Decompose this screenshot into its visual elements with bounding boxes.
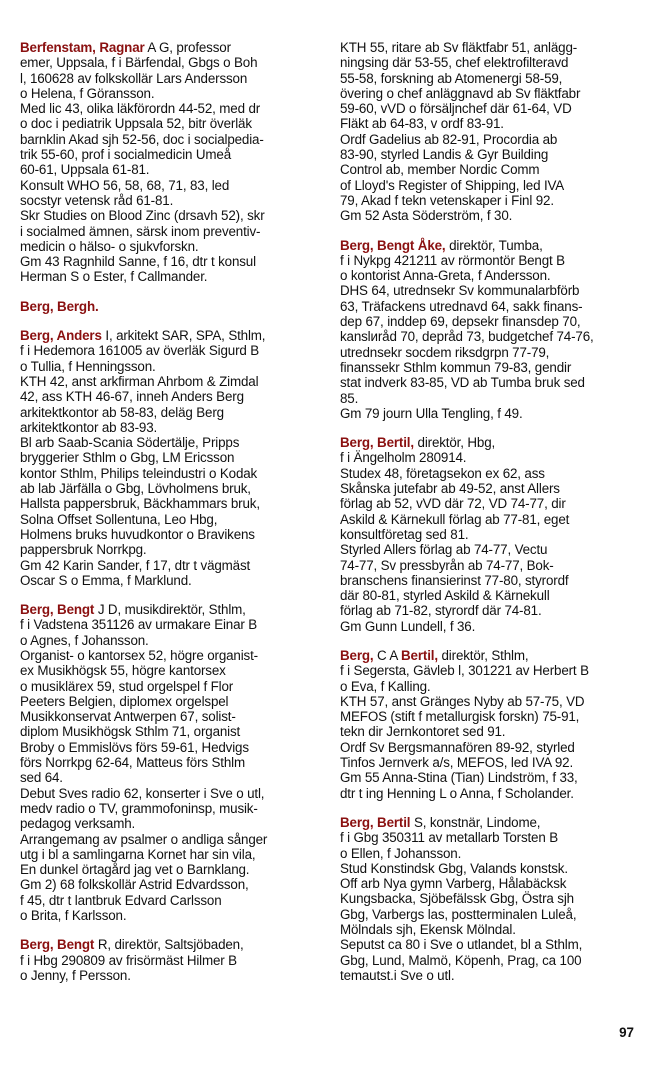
entry-line bbox=[340, 830, 645, 845]
entry-line bbox=[20, 542, 325, 557]
entry-text: Gm Gunn Lundell, f 36. bbox=[340, 618, 476, 634]
entry-text: o Helena, f Göransson. bbox=[20, 85, 155, 101]
entry-line bbox=[20, 877, 325, 892]
entry-line bbox=[20, 224, 325, 239]
entry-line bbox=[340, 375, 645, 390]
entry-line bbox=[20, 893, 325, 908]
entry-text: Seputst ca 80 i Sve o utlandet, bl a Sthlm, bbox=[340, 937, 583, 953]
entry-text: Organist- o kantorsex 52, högre organist- bbox=[20, 647, 258, 663]
entry-line bbox=[340, 922, 645, 937]
entry-line bbox=[20, 709, 325, 724]
entry-text: arkitektkontor ab 58-83, deläg Berg bbox=[20, 404, 224, 420]
entry-text: Konsult WHO 56, 58, 68, 71, 83, led bbox=[20, 177, 230, 193]
entry-text: Gm 42 Karin Sander, f 17, dtr t vägmäst bbox=[20, 557, 251, 573]
entry-line bbox=[20, 71, 325, 86]
entry-text: barnklin Akad sjh 52-56, doc i socialpedia- bbox=[20, 131, 264, 147]
entry-text: utrednsekr socdem riksdgrpn 77-79, bbox=[340, 344, 550, 360]
entry-text: ex Musikhögsk 55, högre kantorsex bbox=[20, 663, 226, 679]
entry-text: f i Gbg 350311 av metallarb Torsten B bbox=[340, 830, 559, 846]
entry-text: Ordf Sv Bergsmannafören 89-92, styrled bbox=[340, 739, 575, 755]
entry-text: 74-77, Sv pressbyrån ab 74-77, Bok- bbox=[340, 557, 554, 573]
entry-text: f i Hbg 290809 av frisörmäst Hilmer B bbox=[20, 952, 237, 968]
entry-line bbox=[20, 299, 325, 314]
entry-text: Debut Sves radio 62, konserter i Sve o utl, bbox=[20, 785, 265, 801]
entry-text: Off arb Nya gymn Varberg, Hålabäcksk bbox=[340, 876, 567, 892]
register-entry bbox=[20, 602, 325, 923]
entry-text: Broby o Emmislövs förs 59-61, Hedvigs bbox=[20, 739, 249, 755]
entry-line bbox=[340, 648, 645, 663]
entry-line bbox=[20, 374, 325, 389]
entry-text: 85. bbox=[340, 390, 359, 406]
column-left bbox=[20, 40, 325, 997]
entry-line bbox=[340, 162, 645, 177]
entry-line bbox=[20, 40, 325, 55]
entry-text: i socialmed ämnen, särsk inom preventiv- bbox=[20, 223, 261, 239]
entry-line bbox=[20, 208, 325, 223]
entry-text: o Jenny, f Persson. bbox=[20, 967, 131, 983]
page-number: 97 bbox=[619, 1025, 634, 1040]
entry-text: Studex 48, företagsekon ex 62, ass bbox=[340, 465, 545, 481]
entry-text: KTH 57, anst Gränges Nyby ab 57-75, VD bbox=[340, 693, 585, 709]
entry-line bbox=[340, 101, 645, 116]
entry-line bbox=[340, 937, 645, 952]
entry-text: sed 64. bbox=[20, 770, 63, 786]
entry-line bbox=[20, 832, 325, 847]
entry-text: dep 67, inddep 69, depsekr finansdep 70, bbox=[340, 314, 581, 330]
entry-text: direktör, Tumba, bbox=[445, 237, 543, 253]
entry-text: 60-61, Uppsala 61-81. bbox=[20, 162, 150, 178]
entry-line bbox=[20, 466, 325, 481]
entry-line bbox=[340, 391, 645, 406]
entry-line bbox=[20, 602, 325, 617]
entry-text: f i Vadstena 351126 av urmakare Einar B bbox=[20, 617, 258, 633]
entry-text: Bl arb Saab-Scania Södertälje, Pripps bbox=[20, 435, 240, 451]
entry-text: direktör, Sthlm, bbox=[437, 647, 529, 663]
entry-line bbox=[340, 116, 645, 131]
entry-line bbox=[340, 876, 645, 891]
entry-line bbox=[340, 846, 645, 861]
entry-name: Berg, Bertil bbox=[340, 814, 411, 830]
entry-line bbox=[340, 71, 645, 86]
entry-line bbox=[20, 816, 325, 831]
entry-text: 59-60, vVD o försäljnchef där 61-64, VD bbox=[340, 101, 572, 117]
entry-line bbox=[340, 542, 645, 557]
entry-text: Gm 79 journ Ulla Tengling, f 49. bbox=[340, 405, 523, 421]
entry-text: tekn dir Jernkontoret sed 91. bbox=[340, 724, 506, 740]
entry-line bbox=[340, 573, 645, 588]
entry-text: A G, professor bbox=[144, 40, 231, 55]
register-entry bbox=[20, 328, 325, 588]
entry-name: Berg, Anders bbox=[20, 328, 102, 344]
entry-text: Oscar S o Emma, f Marklund. bbox=[20, 572, 192, 588]
entry-line bbox=[340, 360, 645, 375]
entry-line bbox=[20, 481, 325, 496]
entry-line bbox=[340, 406, 645, 421]
entry-text: of Lloyd's Register of Shipping, led IVA bbox=[340, 177, 565, 193]
entry-name: Berg, Bengt bbox=[20, 937, 95, 953]
column-right bbox=[340, 40, 645, 997]
entry-line bbox=[20, 617, 325, 632]
entry-text: arkitektkontor ab 83-93. bbox=[20, 419, 158, 435]
entry-line bbox=[340, 253, 645, 268]
entry-text: f i Ängelholm 280914. bbox=[340, 450, 467, 466]
entry-text: f i Nykpg 421211 av rörmontör Bengt B bbox=[340, 252, 565, 268]
entry-text: förs Norrkpg 62-64, Matteus förs Sthlm bbox=[20, 755, 246, 771]
entry-line bbox=[20, 147, 325, 162]
entry-line bbox=[340, 891, 645, 906]
entry-line bbox=[340, 619, 645, 634]
entry-text: Stud Konstindsk Gbg, Valands konstsk. bbox=[340, 860, 568, 876]
entry-text: l, 160628 av folkskollär Lars Andersson bbox=[20, 70, 248, 86]
entry-line bbox=[340, 86, 645, 101]
entry-line bbox=[20, 359, 325, 374]
entry-line bbox=[340, 238, 645, 253]
entry-line bbox=[20, 573, 325, 588]
entry-line bbox=[20, 254, 325, 269]
entry-text: f i Segersta, Gävleb l, 301221 av Herbert B bbox=[340, 663, 589, 679]
entry-name: Berg, Bergh. bbox=[20, 298, 99, 314]
entry-line bbox=[20, 908, 325, 923]
entry-text: kontor Sthlm, Philips teleindustri o Kodak bbox=[20, 465, 258, 481]
entry-line bbox=[20, 953, 325, 968]
entry-text: f 45, dtr t lantbruk Edvard Carlsson bbox=[20, 892, 222, 908]
register-entry bbox=[20, 299, 325, 314]
entry-line bbox=[20, 968, 325, 983]
entry-line bbox=[340, 314, 645, 329]
entry-name: Bertil, bbox=[401, 647, 438, 663]
entry-line bbox=[340, 147, 645, 162]
entry-line bbox=[340, 588, 645, 603]
entry-line bbox=[20, 558, 325, 573]
entry-text: Skr Studies on Blood Zinc (drsavh 52), skr bbox=[20, 208, 265, 224]
entry-text: MEFOS (stift f metallurgisk forskn) 75-91, bbox=[340, 709, 580, 725]
entry-line bbox=[340, 755, 645, 770]
entry-text: o Tullia, f Henningsson. bbox=[20, 358, 156, 374]
entry-line bbox=[340, 208, 645, 223]
entry-text: ab lab Järfälla o Gbg, Lövholmens bruk, bbox=[20, 481, 251, 497]
entry-text: utg i bl a samlingarna Kornet har sin vila, bbox=[20, 846, 256, 862]
entry-line bbox=[340, 345, 645, 360]
entry-text: ningsing där 53-55, chef elektrofilteravd bbox=[340, 55, 569, 71]
entry-line bbox=[20, 328, 325, 343]
entry-line bbox=[20, 937, 325, 952]
entry-text: o Agnes, f Johansson. bbox=[20, 632, 149, 648]
entry-line bbox=[20, 512, 325, 527]
entry-text: förlag ab 52, vVD där 72, VD 74-77, dir bbox=[340, 496, 566, 512]
entry-line bbox=[340, 861, 645, 876]
entry-text: Gbg, Varbergs las, postterminalen Luleå, bbox=[340, 906, 577, 922]
entry-text: Kungsbacka, Sjöbefälssk Gbg, Östra sjh bbox=[340, 891, 574, 907]
register-entry bbox=[20, 937, 325, 983]
entry-line bbox=[340, 481, 645, 496]
entry-text: Askild & Kärnekull förlag ab 77-81, eget bbox=[340, 511, 570, 527]
entry-text: konsultföretag sed 81. bbox=[340, 526, 469, 542]
entry-line bbox=[20, 162, 325, 177]
entry-text: dtr t ing Henning L o Anna, f Scholander. bbox=[340, 785, 574, 801]
entry-line bbox=[20, 648, 325, 663]
entry-line bbox=[340, 329, 645, 344]
entry-text: branschens finansierinst 77-80, styrordf bbox=[340, 572, 569, 588]
entry-text: Hallsta pappersbruk, Bäckhammars bruk, bbox=[20, 496, 260, 512]
entry-line bbox=[340, 299, 645, 314]
entry-line bbox=[20, 132, 325, 147]
entry-text: pappersbruk Norrkpg. bbox=[20, 542, 147, 558]
entry-text: KTH 42, anst arkfirman Ahrbom & Zimdal bbox=[20, 373, 259, 389]
entry-text: Arrangemang av psalmer o andliga sånger bbox=[20, 831, 268, 847]
entry-text: Peeters Belgien, diplomex orgelspel bbox=[20, 693, 229, 709]
entry-text: Musikkonservat Antwerpen 67, solist- bbox=[20, 709, 236, 725]
entry-text: Med lic 43, olika läkförordn 44-52, med dr bbox=[20, 101, 261, 117]
entry-line bbox=[20, 420, 325, 435]
entry-text: där 80-81, styrled Askild & Kärnekull bbox=[340, 588, 550, 604]
entry-line bbox=[20, 496, 325, 511]
entry-text: övering o chef anläggnavd ab Sv fläktfabr bbox=[340, 85, 581, 101]
entry-line bbox=[340, 663, 645, 678]
entry-text: stat indverk 83-85, VD ab Tumba bruk sed bbox=[340, 375, 585, 391]
entry-text: Ordf Gadelius ab 82-91, Procordia ab bbox=[340, 131, 558, 147]
entry-line bbox=[20, 193, 325, 208]
entry-text: bryggerier Sthlm o Gbg, LM Ericsson bbox=[20, 450, 235, 466]
entry-line bbox=[340, 283, 645, 298]
entry-line bbox=[340, 132, 645, 147]
entry-text: diplom Musikhögsk Sthlm 71, organist bbox=[20, 724, 241, 740]
entry-text: medicin o hälso- o sjukvforskn. bbox=[20, 238, 199, 254]
entry-line bbox=[340, 178, 645, 193]
entry-text: Control ab, member Nordic Comm bbox=[340, 162, 540, 178]
entry-text: En dunkel örtagård jag vet o Barnklang. bbox=[20, 862, 250, 878]
entry-text: C A bbox=[373, 647, 402, 663]
entry-text: S, konstnär, Lindome, bbox=[410, 814, 541, 830]
entry-text: kanslиråd 70, depråd 73, budgetchef 74-76, bbox=[340, 329, 594, 345]
entry-text: f i Hedemora 161005 av överläk Sigurd B bbox=[20, 343, 260, 359]
entry-line bbox=[20, 405, 325, 420]
entry-line bbox=[20, 55, 325, 70]
entry-text: direktör, Hbg, bbox=[413, 435, 496, 451]
entry-line bbox=[340, 512, 645, 527]
entry-line bbox=[20, 239, 325, 254]
entry-line bbox=[20, 450, 325, 465]
entry-text: Holmens bruks huvudkontor o Bravikens bbox=[20, 526, 255, 542]
entry-line bbox=[340, 815, 645, 830]
entry-text: emer, Uppsala, f i Bärfendal, Gbgs o Boh bbox=[20, 55, 258, 71]
entry-line bbox=[20, 679, 325, 694]
entry-line bbox=[20, 724, 325, 739]
entry-line bbox=[340, 907, 645, 922]
entry-name: Berg, Bertil, bbox=[340, 435, 414, 451]
entry-text: Tinfos Jernverk a/s, MEFOS, led IVA 92. bbox=[340, 755, 574, 771]
entry-line bbox=[20, 527, 325, 542]
entry-line bbox=[340, 968, 645, 983]
entry-line bbox=[20, 786, 325, 801]
entry-text: 83-90, styrled Landis & Gyr Building bbox=[340, 147, 549, 163]
entry-text: o Ellen, f Johansson. bbox=[340, 845, 462, 861]
entry-text: Gm 43 Ragnhild Sanne, f 16, dtr t konsul bbox=[20, 254, 256, 270]
entry-line bbox=[20, 101, 325, 116]
register-entry bbox=[340, 40, 645, 224]
entry-text: trik 55-60, prof i socialmedicin Umeå bbox=[20, 147, 232, 163]
entry-line bbox=[20, 740, 325, 755]
entry-text: o kontorist Anna-Greta, f Andersson. bbox=[340, 268, 551, 284]
entry-line bbox=[340, 496, 645, 511]
entry-text: DHS 64, utrednsekr Sv kommunalarbförb bbox=[340, 283, 580, 299]
entry-line bbox=[340, 603, 645, 618]
entry-text: Styrled Allers förlag ab 74-77, Vectu bbox=[340, 542, 548, 558]
entry-line bbox=[340, 694, 645, 709]
entry-line bbox=[20, 435, 325, 450]
entry-line bbox=[340, 40, 645, 55]
entry-line bbox=[20, 663, 325, 678]
entry-line bbox=[20, 269, 325, 284]
entry-line bbox=[20, 633, 325, 648]
entry-text: pedagog verksamh. bbox=[20, 816, 136, 832]
entry-text: Gbg, Lund, Malmö, Köpenh, Prag, ca 100 bbox=[340, 952, 582, 968]
entry-line bbox=[340, 435, 645, 450]
entry-text: medv radio o TV, grammofoninsp, musik- bbox=[20, 800, 258, 816]
entry-line bbox=[20, 755, 325, 770]
entry-text: I, arkitekt SAR, SPA, Sthlm, bbox=[101, 328, 266, 344]
entry-text: J D, musikdirektör, Sthlm, bbox=[94, 602, 246, 618]
entry-text: R, direktör, Saltsjöbaden, bbox=[94, 937, 244, 953]
register-entry bbox=[340, 435, 645, 634]
entry-text: 55-58, forskning ab Atomenergi 58-59, bbox=[340, 70, 563, 86]
register-entry bbox=[340, 238, 645, 422]
entry-text: o musiklärex 59, stud orgelspel f Flor bbox=[20, 678, 234, 694]
entry-text: Gm 52 Asta Söderström, f 30. bbox=[340, 208, 513, 224]
entry-text: Mölndals sjh, Ekensk Mölndal. bbox=[340, 922, 516, 938]
entry-line bbox=[20, 116, 325, 131]
entry-text: Fläkt ab 64-83, v ordf 83-91. bbox=[340, 116, 504, 132]
entry-text: finanssekr Sthlm kommun 79-83, gendir bbox=[340, 359, 572, 375]
entry-text: förlag ab 71-82, styrordf där 74-81. bbox=[340, 603, 542, 619]
entry-line bbox=[340, 679, 645, 694]
entry-text: o Brita, f Karlsson. bbox=[20, 908, 127, 924]
entry-line bbox=[20, 343, 325, 358]
entry-text: KTH 55, ritare ab Sv fläktfabr 51, anlägg- bbox=[340, 40, 578, 55]
entry-line bbox=[340, 709, 645, 724]
entry-line bbox=[20, 389, 325, 404]
entry-line bbox=[340, 268, 645, 283]
entry-name: Berg, Bengt bbox=[20, 602, 95, 618]
entry-line bbox=[340, 466, 645, 481]
entry-line bbox=[20, 694, 325, 709]
entry-text: 63, Träfackens utrednavd 64, sakk finans- bbox=[340, 298, 583, 314]
entry-line bbox=[340, 55, 645, 70]
entry-line bbox=[20, 178, 325, 193]
entry-text: Skånska jutefabr ab 49-52, anst Allers bbox=[340, 481, 560, 497]
entry-line bbox=[340, 953, 645, 968]
register-entry bbox=[340, 648, 645, 801]
entry-line bbox=[20, 847, 325, 862]
entry-name: Berfenstam, Ragnar bbox=[20, 40, 145, 55]
entry-text: o doc i pediatrik Uppsala 52, bitr överläk bbox=[20, 116, 252, 132]
entry-text: socstyr vetensk råd 61-81. bbox=[20, 192, 174, 208]
entry-text: Solna Offset Sollentuna, Leo Hbg, bbox=[20, 511, 218, 527]
entry-text: 79, Akad f tekn vetenskaper i Finl 92. bbox=[340, 192, 554, 208]
entry-line bbox=[340, 770, 645, 785]
entry-line bbox=[340, 193, 645, 208]
entry-line bbox=[340, 786, 645, 801]
register-entry bbox=[20, 40, 325, 285]
register-entry bbox=[340, 815, 645, 983]
entry-line bbox=[20, 86, 325, 101]
entry-line bbox=[340, 450, 645, 465]
entry-line bbox=[20, 862, 325, 877]
entry-line bbox=[340, 558, 645, 573]
entry-line bbox=[20, 770, 325, 785]
entry-text: 42, ass KTH 46-67, inneh Anders Berg bbox=[20, 389, 244, 405]
entry-text: temautst.i Sve o utl. bbox=[340, 967, 455, 983]
entry-text: o Eva, f Kalling. bbox=[340, 678, 431, 694]
entry-line bbox=[340, 740, 645, 755]
entry-text: Herman S o Ester, f Callmander. bbox=[20, 269, 208, 285]
entry-line bbox=[340, 527, 645, 542]
entry-text: Gm 2) 68 folkskollär Astrid Edvardsson, bbox=[20, 877, 249, 893]
entry-name: Berg, bbox=[340, 647, 374, 663]
entry-name: Berg, Bengt Åke, bbox=[340, 237, 446, 253]
entry-line bbox=[20, 801, 325, 816]
entry-text: Gm 55 Anna-Stina (Tian) Lindström, f 33, bbox=[340, 770, 578, 786]
entry-line bbox=[340, 724, 645, 739]
